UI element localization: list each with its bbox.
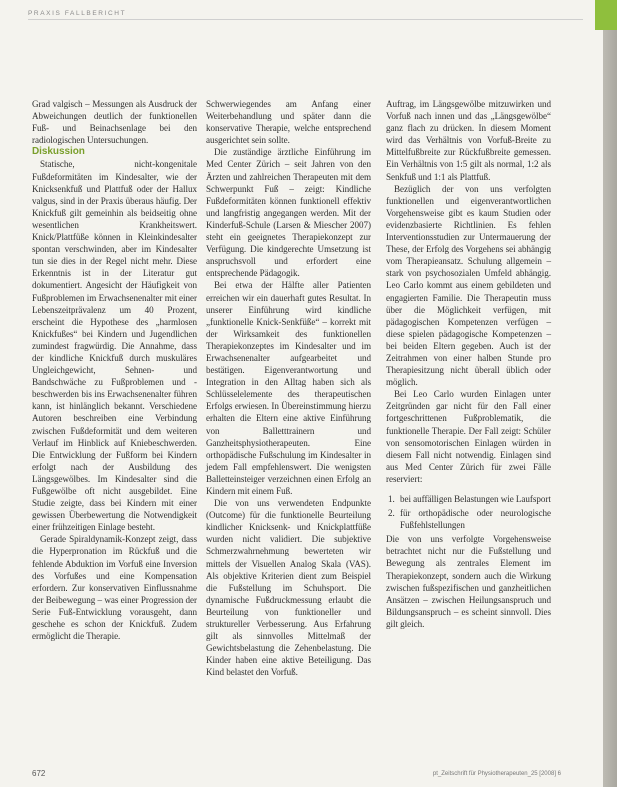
text-column-2	[206, 98, 371, 679]
text-column-1	[32, 98, 197, 642]
paragraph: Schwerwiegendes am Anfang einer Weiterbehandlung und später dann die konservative Therapie, welche entsprechend ausgerichtet sein sollte.	[206, 99, 371, 146]
page-gutter	[603, 0, 617, 787]
section-heading: Diskussion	[32, 146, 85, 158]
page-number: 672	[32, 769, 46, 778]
paragraph: Bezüglich der von uns verfolgten funktionellen und eigenverantwortlichen Vorgehensweise gibt es kaum Studien oder evidenzbasierte Richtlinien. Es fehlen Interventionsstudien zur Untermauerung der These, der Erfolg des Vorgehens sei abhängig vom Therapieansatz. Schulung allgemein – stark von psychosozialen Umfeld abhängig. Leo Carlo kommt aus einem gebildeten und engagierten Familie. Die Therapeutin muss über die Möglichkeit verfügen, mit pädagogischen Kompetenzen verfügen – diese spielen pädagogische Kompetenzen – bei beiden Eltern gegeben. Auch ist der Zeitrahmen von einer halben Stunde pro Therapiesitzung nicht überall üblich oder möglich.	[386, 183, 551, 388]
paragraph: Statische, nicht-kongenitale Fußdeformitäten im Kindesalter, wie der Knicksenkfuß und Plattfuß oder der Hallux valgus, sind in der Praxis überaus häufig. Der Knickfuß gilt gemeinhin als beidseitig ohne wesentlichen Krankheitswert. Knick/Plattfüße können in Kleinkindesalter spontan verschwinden, aber im Kindesalter tun sie dies in der Regel nicht mehr. Diese Erkenntnis ist in der Literatur gut dokumentiert. Angesicht der Häufigkeit von Fußproblemen im Erwachsenenalter mit einer Lebenszeitprävalenz um 40 Prozent, erscheint die Hypothese des „harmlosen Knickfußes“ bei Kindern und Jugendlichen zumindest fragwürdig. Die Annahme, dass der kindliche Knickfuß durch muskuläres Ungleichgewicht, Sehnen- und Bandschwäche zu Fußproblemen und -beschwerden bis ins Erwachsenenalter führen kann, ist hinlänglich bekannt. Verschiedene Autoren beschreiben eine Verbindung zwischen Fußdeformität und dem weiteren Verlauf im Hinblick auf Kniebeschwerden. Die Entwicklung der Fußform bei Kindern erfolgt nach der Ausbildung des Längsgewölbes. Im Kindesalter sind die Fußgewölbe oft nicht ausgebildet. Eine Studie zeigte, dass bei Kindern mit einer gewissen Überbewertung die Notwendigkeit einer frühzeitigen Einlage besteht.	[32, 159, 197, 533]
paragraph: Die von uns verfolgte Vorgehensweise betrachtet nicht nur die Fußstellung und Bewegung als zentrales Element im Therapiekonzept, sondern auch die Wirkung zwischen fußspezifischen und ganzheitlichen Ansätzen – zwischen Heilungsanspruch und Bildungsanspruch – es scheint sinnvoll. Dies gilt gleich.	[386, 534, 551, 629]
paragraph: Die zuständige ärztliche Einführung im Med Center Zürich – seit Jahren von den Ärzten und zahlreichen Therapeuten mit dem Schwerpunkt Fuß – zeigt: Kindliche Fußdeformitäten können funktionell effektiv und langfristig angegangen werden. Mit der Kinderfuß-Schule (Larsen & Miescher 2007) steht ein geeignetes Therapiekonzept zur Verfügung. Die kindgerechte Umsetzung ist anspruchsvoll und erfordert eine entsprechende Pädagogik.	[206, 147, 371, 279]
text-column-3	[386, 98, 551, 630]
list-item-text: bei auffälligen Belastungen wie Laufsport	[400, 494, 551, 504]
paragraph: Auftrag, im Längsgewölbe mitzuwirken und Vorfuß nach innen und das „Längsgewölbe“ ganz flach zu drücken. In diesem Moment wird das Verhältnis von Vorfuß-Breite zu Mittelfußbreite zur Rückfußbreite gemessen. Ein Verhältnis von 1:5 gilt als normal, 1:2 als Senkfuß und 1:1 als Plattfuß.	[386, 99, 551, 182]
paragraph: Grad valgisch – Messungen als Ausdruck der Abweichungen deutlich der funktionellen Fuß- und Beinachsenlage bei den radiologischen Untersuchungen.	[32, 99, 197, 146]
header-rule	[28, 19, 583, 20]
list-item-text: für orthopädische oder neurologische Fußfehlstellungen	[400, 508, 551, 531]
section-color-tab	[595, 0, 617, 30]
paragraph: Gerade Spiraldynamik-Konzept zeigt, dass die Hyperpronation im Rückfuß und die fehlende Abduktion im Vorfuß eine Inversion des Vorfußes und eine Kompensation erfordern. Zur konservativen Einflussnahme der Beibewegung – was einer Progression der Serie Fuß-Entwicklung vorausgeht, dann geschehe es schon der Knickfuß. Zudem ermöglicht die Therapie.	[32, 534, 197, 642]
footer-file-info: pt_Zeitschrift für Physiotherapeuten_25 [2008] 6	[432, 771, 561, 777]
paragraph: Die von uns verwendeten Endpunkte (Outcome) für die funktionelle Beurteilung kindlicher Knicksenk- und Knickplattfüße wurden nicht validiert. Die subjektive Schmerzwahrnehmung bewerteten wir mittels der Visuellen Analog Skala (VAS). Als objektive Kriterien dient zum Beispiel die Fußstellung im Schuhsport. Die dynamische Fußdruckmessung erlaubt die Beurteilung von funktioneller und struktureller Verbesserung. Aus Erfahrung gilt als sinnvolles Mittelmaß der Gewichtsbelastung die Zehenbelastung. Die Kinder haben eine aktive Beteiligung. Das Kind belastet den Vorfuß.	[206, 498, 371, 678]
list-item	[388, 507, 551, 531]
list-number: 1.	[388, 494, 395, 504]
paragraph: Bei etwa der Hälfte aller Patienten erreichen wir ein dauerhaft gutes Resultat. In unserer Einführung wird kindliche „funktionelle Knick-Senkfüße“ – korrekt mit der Wirksamkeit des funktionellen Therapiekonzeptes im Kindesalter und im Erwachsenenalter aufgearbeitet und bestätigen. Eigenverantwortung und Integration in den Alltag haben sich als Schlüsselelemente des therapeutischen Erfolgs erwiesen. In Übereinstimmung hierzu erhalten die Eltern eine aktive Einführung von Balletttrainern und Ganzheitsphysiotherapeuten. Eine orthopädische Fußschulung im Kindesalter in jedem Fall empfehlenswert. Die wenigsten Balletteinsteiger verzeichnen einen Erfolg an Kindern mit einem Fuß.	[206, 280, 371, 496]
paragraph: Bei Leo Carlo wurden Einlagen unter Zeitgründen gar nicht für den Fall einer fortgeschrittenen Fußproblematik, die funktionelle Therapie. Der Fall zeigt: Schüler von sensomotorischen Einlagen würden in diesem Fall nicht notwendig. Einlagen sind aus Med Center Zürich für zwei Fälle reserviert:	[386, 389, 551, 484]
running-header: PRAXIS FALLBERICHT	[28, 10, 127, 17]
list-item	[388, 493, 551, 505]
list-number: 2.	[388, 508, 395, 519]
numbered-list	[386, 493, 551, 531]
